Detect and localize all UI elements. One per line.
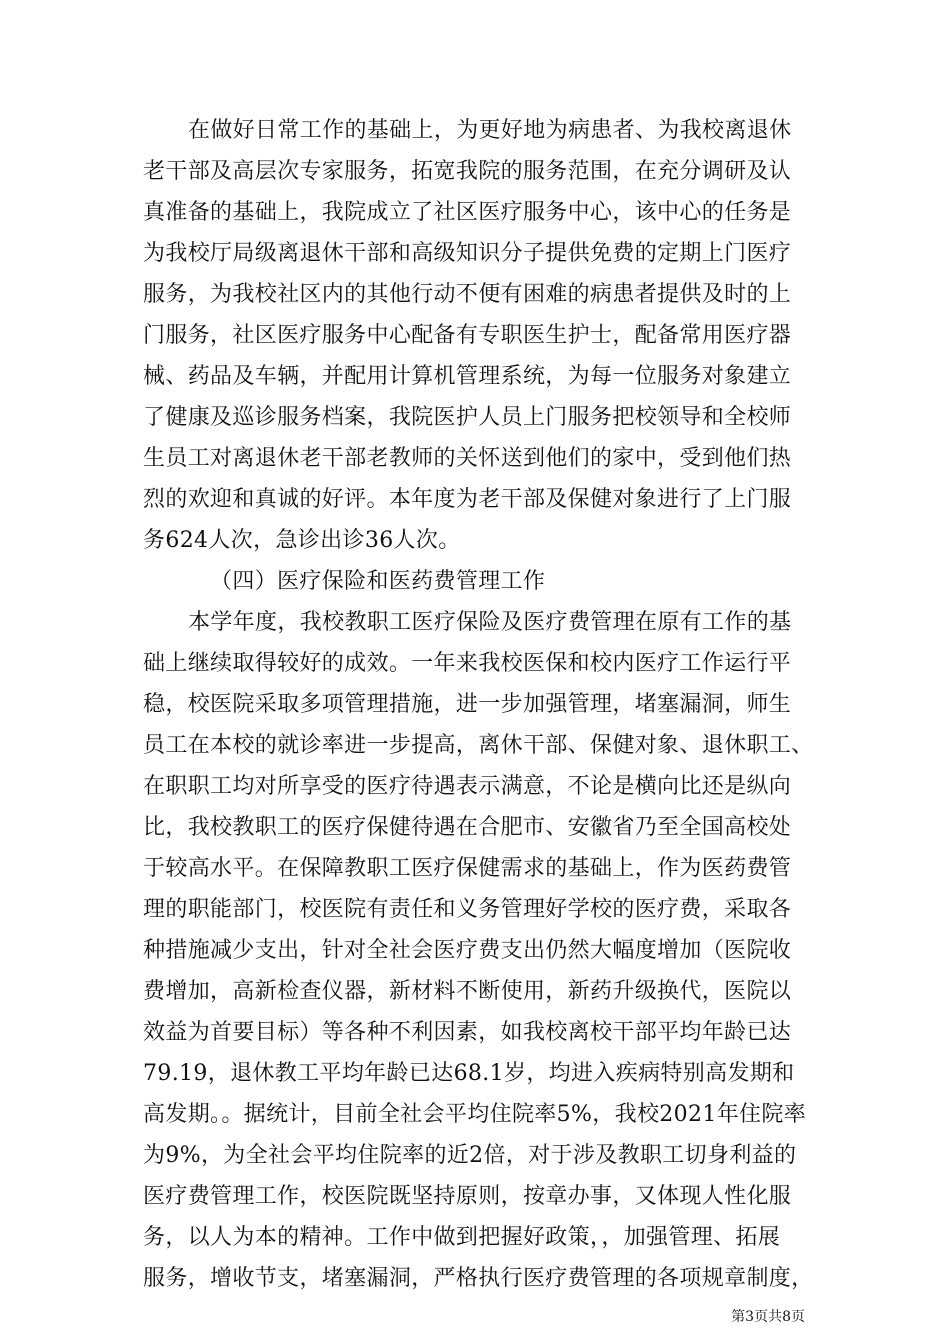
paragraph-line: 服务，为我校社区内的其他行动不便有困难的病患者提供及时的上 [143, 282, 792, 307]
paragraph-line: 效益为首要目标）等各种不利因素，如我校离校干部平均年龄已达 [143, 1020, 792, 1045]
paragraph-line: 本学年度，我校教职工医疗保险及医疗费管理在原有工作的基 [188, 610, 792, 635]
paragraph-line: 烈的欢迎和真诚的好评。本年度为老干部及保健对象进行了上门服 [143, 487, 792, 512]
paragraph-line: 高发期。。据统计，目前全社会平均住院率5%，我校2021年住院率 [143, 1102, 807, 1127]
paragraph-line: 79.19，退休教工平均年龄已达68.1岁，均进入疾病特别高发期和 [143, 1061, 795, 1086]
paragraph-line: 为我校厅局级离退休干部和高级知识分子提供免费的定期上门医疗 [143, 241, 792, 266]
paragraph-line: 生员工对离退休老干部老教师的关怀送到他们的家中，受到他们热 [143, 446, 792, 471]
paragraph-line: 真准备的基础上，我院成立了社区医疗服务中心，该中心的任务是 [143, 200, 792, 225]
paragraph-line: 在职职工均对所享受的医疗待遇表示满意，不论是横向比还是纵向 [143, 774, 792, 799]
paragraph-line: 员工在本校的就诊率进一步提高，离休干部、保健对象、退休职工、 [143, 733, 814, 758]
paragraph-line: 了健康及巡诊服务档案，我院医护人员上门服务把校领导和全校师 [143, 405, 792, 430]
paragraph-line: 费增加，高新检查仪器，新材料不断使用，新药升级换代，医院以 [143, 979, 792, 1004]
paragraph-line: 械、药品及车辆，并配用计算机管理系统，为每一位服务对象建立 [143, 364, 792, 389]
paragraph-line: 老干部及高层次专家服务，拓宽我院的服务范围，在充分调研及认 [143, 159, 792, 184]
paragraph-line: 在做好日常工作的基础上，为更好地为病患者、为我校离退休 [188, 118, 792, 143]
paragraph-line: 务，以人为本的精神。工作中做到把握好政策，，加强管理、拓展 [143, 1225, 781, 1250]
paragraph-line: 种措施减少支出，针对全社会医疗费支出仍然大幅度增加（医院收 [143, 938, 792, 963]
page-number: 第3页共8页 [731, 1309, 805, 1325]
paragraph-line: 比，我校教职工的医疗保健待遇在合肥市、安徽省乃至全国高校处 [143, 815, 792, 840]
paragraph-line: 医疗费管理工作，校医院既坚持原则，按章办事，又体现人性化服 [143, 1184, 792, 1209]
section-heading: （四）医疗保险和医药费管理工作 [210, 569, 546, 594]
paragraph-line: 理的职能部门，校医院有责任和义务管理好学校的医疗费，采取各 [143, 897, 792, 922]
paragraph-line: 门服务，社区医疗服务中心配备有专职医生护士，配备常用医疗器 [143, 323, 792, 348]
paragraph-line: 服务，增收节支，堵塞漏洞，严格执行医疗费管理的各项规章制度， [143, 1266, 814, 1291]
paragraph-line: 为9%，为全社会平均住院率的近2倍，对于涉及教职工切身利益的 [143, 1143, 797, 1168]
paragraph-line: 稳，校医院采取多项管理措施，进一步加强管理，堵塞漏洞，师生 [143, 692, 792, 717]
paragraph-line: 务624人次，急诊出诊36人次。 [143, 528, 461, 553]
paragraph-line: 于较高水平。在保障教职工医疗保健需求的基础上，作为医药费管 [143, 856, 792, 881]
paragraph-line: 础上继续取得较好的成效。一年来我校医保和校内医疗工作运行平 [143, 651, 792, 676]
